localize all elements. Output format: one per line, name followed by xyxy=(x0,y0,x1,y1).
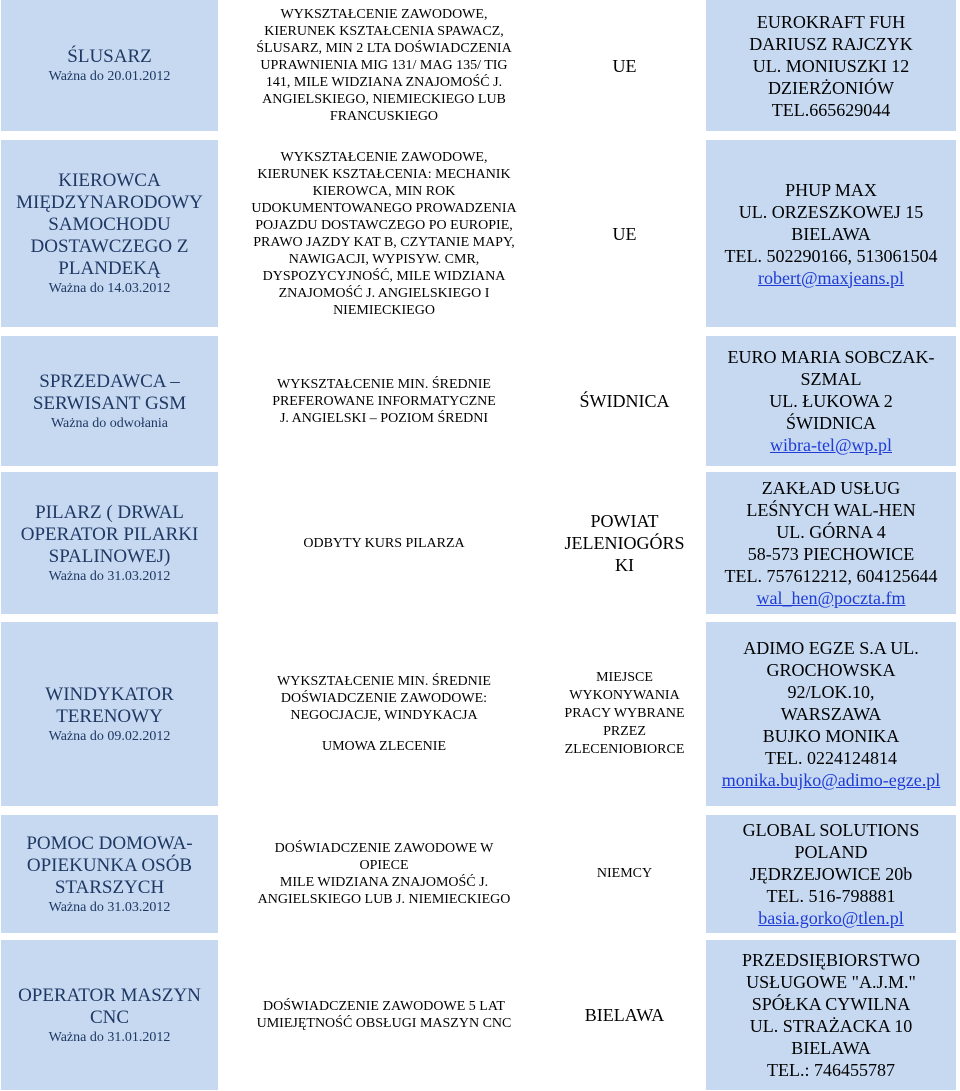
employer-line: BIELAWA xyxy=(791,223,871,244)
validity-date: Ważna do 31.01.2012 xyxy=(48,1029,171,1045)
position-cell xyxy=(1,940,218,1090)
position-cell xyxy=(1,336,218,466)
employer-info xyxy=(749,11,913,121)
requirements-cell xyxy=(223,472,545,614)
position-title: SPRZEDAWCA – SERWISANT GSM xyxy=(32,370,187,414)
requirement-line: ANGIELSKIEGO, NIEMIECKIEGO LUB xyxy=(262,92,506,107)
place-cell xyxy=(549,0,700,131)
employer-info xyxy=(722,637,941,791)
employer-line: UL. ORZESZKOWEJ 15 xyxy=(738,201,924,222)
employer-line: EURO MARIA SOBCZAK- xyxy=(727,347,935,367)
requirement-line: KIEROWCA, MIN ROK xyxy=(312,183,456,199)
employer-line: TEL. 757612212, 604125644 xyxy=(724,566,938,586)
requirement-line: DOŚWIADCZENIE ZAWODOWE W xyxy=(274,841,494,856)
requirement-line: PREFEROWANE INFORMATYCZNE xyxy=(272,393,496,409)
employer-line: DARIUSZ RAJCZYK xyxy=(749,33,913,54)
table-row xyxy=(0,940,960,1090)
requirement-line: DOŚWIADCZENIE ZAWODOWE 5 LAT xyxy=(263,999,505,1014)
requirement-line: PRAWO JAZDY KAT B, CZYTANIE MAPY, xyxy=(253,234,515,250)
employer-cell xyxy=(706,940,956,1090)
employer-line: ADIMO EGZE S.A UL. xyxy=(743,638,919,658)
requirement-line: J. ANGIELSKI – POZIOM ŚREDNI xyxy=(279,410,489,426)
employer-line: ZAKŁAD USŁUG xyxy=(761,478,901,498)
validity-date: Ważna do 20.01.2012 xyxy=(48,69,171,84)
employer-line: UL. GÓRNA 4 xyxy=(776,522,886,542)
employer-email-link[interactable]: wibra-tel@wp.pl xyxy=(769,435,893,455)
place-of-work: NIEMCY xyxy=(596,866,653,881)
employer-info xyxy=(742,949,920,1081)
place-of-work: MIEJSCE WYKONYWANIA PRACY WYBRANE PRZEZ ZLECENIOBIORCE xyxy=(564,670,685,757)
employer-line: LEŚNYCH WAL-HEN xyxy=(746,500,916,520)
requirement-line: KIERUNEK KSZTAŁCENIA: MECHANIK xyxy=(257,166,511,182)
requirement-line: WYKSZTAŁCENIE MIN. ŚREDNIE xyxy=(277,674,491,689)
line-gap xyxy=(277,724,491,738)
place-of-work: ŚWIDNICA xyxy=(579,391,670,411)
requirements-cell xyxy=(223,140,545,327)
requirement-line: 141, MILE WIDZIANA ZNAJOMOŚĆ J. xyxy=(265,75,503,90)
place-cell xyxy=(549,336,700,466)
employer-line: GLOBAL SOLUTIONS xyxy=(742,820,920,840)
employer-cell xyxy=(706,336,956,466)
requirements-cell xyxy=(223,940,545,1090)
position-title: KIEROWCA MIĘDZYNARODOWY SAMOCHODU DOSTAWCZEGO Z PLANDEKĄ xyxy=(16,170,203,279)
position-cell xyxy=(1,815,218,933)
employer-line: SZMAL xyxy=(800,369,862,389)
employer-info xyxy=(725,477,938,609)
table-row xyxy=(0,336,960,466)
position-cell xyxy=(1,472,218,614)
requirement-line: UPRAWNIENIA MIG 131/ MAG 135/ TIG xyxy=(260,58,508,73)
employer-line: UL. STRAŻACKA 10 xyxy=(749,1016,913,1036)
employer-line: PHUP MAX xyxy=(785,179,877,200)
employer-info xyxy=(727,346,934,456)
requirement-line: DOŚWIADCZENIE ZAWODOWE: xyxy=(280,691,488,706)
employer-line: POLAND xyxy=(794,842,868,862)
requirement-line: FRANCUSKIEGO xyxy=(329,109,439,124)
requirement-line: ZNAJOMOŚĆ J. ANGIELSKIEGO I xyxy=(278,285,490,301)
employer-line: WARSZAWA xyxy=(780,704,882,724)
employer-info xyxy=(725,179,938,289)
position-title: OPERATOR MASZYN CNC xyxy=(18,984,201,1028)
employer-line: ŚWIDNICA xyxy=(786,413,876,433)
requirement-line: ANGIELSKIEGO LUB J. NIEMIECKIEGO xyxy=(257,892,511,907)
employer-email-link[interactable]: wal_hen@poczta.fm xyxy=(756,588,906,608)
employer-line: PRZEDSIĘBIORSTWO xyxy=(741,950,920,970)
validity-date: Ważna do 09.02.2012 xyxy=(48,728,171,744)
requirements-text xyxy=(257,998,512,1032)
requirement-line: NIEMIECKIEGO xyxy=(333,302,435,318)
position-title: PILARZ ( DRWAL OPERATOR PILARKI SPALINOWEJ) xyxy=(20,501,199,567)
place-cell xyxy=(549,622,700,806)
position-title: ŚLUSARZ xyxy=(67,46,152,67)
employer-line: TEL. 502290166, 513061504 xyxy=(724,245,938,266)
requirement-line: UMIEJĘTNOŚĆ OBSŁUGI MASZYN CNC xyxy=(256,1016,512,1031)
employer-line: TEL.665629044 xyxy=(771,99,891,120)
requirement-line: DYSPOZYCYJNOŚĆ, MILE WIDZIANA xyxy=(262,268,506,284)
requirement-line: NAWIGACJI, WYPISYW. CMR, xyxy=(288,251,480,267)
position-title: POMOC DOMOWA-OPIEKUNKA OSÓB STARSZYCH xyxy=(26,832,193,898)
place-cell xyxy=(549,940,700,1090)
employer-email-link[interactable]: monika.bujko@adimo-egze.pl xyxy=(721,770,941,790)
place-cell xyxy=(549,472,700,614)
employer-info xyxy=(743,819,920,929)
requirements-text xyxy=(303,535,464,552)
requirements-cell xyxy=(223,815,545,933)
validity-date: Ważna do 31.03.2012 xyxy=(48,568,171,584)
employer-cell xyxy=(706,140,956,327)
table-row xyxy=(0,815,960,933)
employer-line: TEL. 0224124814 xyxy=(765,748,897,768)
employer-line: USŁUGOWE "A.J.M." xyxy=(746,972,916,992)
requirement-line: KIERUNEK KSZTAŁCENIA SPAWACZ, xyxy=(264,24,504,39)
table-row xyxy=(0,0,960,131)
requirements-text xyxy=(258,840,511,908)
requirement-line: ODBYTY KURS PILARZA xyxy=(303,535,465,551)
employer-line: TEL.: 746455787 xyxy=(766,1060,895,1080)
position-title: WINDYKATOR TERENOWY xyxy=(45,683,174,727)
employer-line: JĘDRZEJOWICE 20b xyxy=(749,864,913,884)
requirements-text xyxy=(272,376,496,427)
employer-email-link[interactable]: robert@maxjeans.pl xyxy=(757,267,905,288)
employer-line: GROCHOWSKA xyxy=(766,660,896,680)
employer-line: EUROKRAFT FUH xyxy=(756,11,906,32)
requirement-line: MILE WIDZIANA ZNAJOMOŚĆ J. xyxy=(279,875,489,890)
place-of-work: UE xyxy=(612,55,637,76)
employer-cell xyxy=(706,815,956,933)
validity-date: Ważna do odwołania xyxy=(50,415,169,431)
position-cell xyxy=(1,0,218,131)
place-of-work: UE xyxy=(612,223,637,244)
employer-email-link[interactable]: basia.gorko@tlen.pl xyxy=(758,908,904,928)
requirements-text xyxy=(251,149,516,319)
table-row xyxy=(0,140,960,327)
employer-line: BIELAWA xyxy=(791,1038,871,1058)
position-cell xyxy=(1,622,218,806)
employer-cell xyxy=(706,472,956,614)
employer-line: DZIERŻONIÓW xyxy=(768,77,894,98)
requirement-line: NEGOCJACJE, WINDYKACJA xyxy=(290,708,478,723)
requirements-cell xyxy=(223,622,545,806)
employer-line: BUJKO MONIKA xyxy=(762,726,900,746)
table-row xyxy=(0,472,960,614)
position-cell xyxy=(1,140,218,327)
employer-line: UL. MONIUSZKI 12 xyxy=(752,55,910,76)
place-cell xyxy=(549,140,700,327)
employer-line: 92/LOK.10, xyxy=(787,682,875,702)
requirement-line: OPIECE xyxy=(359,858,409,873)
employer-cell xyxy=(706,622,956,806)
employer-line: TEL. 516-798881 xyxy=(766,886,896,906)
requirement-line: ŚLUSARZ, MIN 2 LTA DOŚWIADCZENIA xyxy=(256,41,512,56)
employer-cell xyxy=(706,0,956,131)
requirement-line: UDOKUMENTOWANEGO PROWADZENIA xyxy=(251,200,517,216)
table-row xyxy=(0,622,960,806)
validity-date: Ważna do 14.03.2012 xyxy=(48,281,171,296)
requirements-cell xyxy=(223,336,545,466)
requirement-line: WYKSZTAŁCENIE ZAWODOWE, xyxy=(280,149,488,165)
employer-line: SPÓŁKA CYWILNA xyxy=(751,994,911,1014)
place-cell xyxy=(549,815,700,933)
requirement-line: UMOWA ZLECENIE xyxy=(321,739,447,754)
requirements-cell xyxy=(223,0,545,131)
requirement-line: POJAZDU DOSTAWCZEGO PO EUROPIE, xyxy=(255,217,513,233)
requirement-line: WYKSZTAŁCENIE MIN. ŚREDNIE xyxy=(277,376,491,392)
employer-line: 58-573 PIECHOWICE xyxy=(747,544,915,564)
validity-date: Ważna do 31.03.2012 xyxy=(48,899,171,915)
place-of-work: POWIAT JELENIOGÓRS KI xyxy=(564,511,685,575)
requirement-line: WYKSZTAŁCENIE ZAWODOWE, xyxy=(280,7,488,22)
requirements-text xyxy=(277,673,491,755)
requirements-text xyxy=(256,6,511,125)
place-of-work: BIELAWA xyxy=(584,1005,665,1025)
employer-line: UL. ŁUKOWA 2 xyxy=(769,391,893,411)
